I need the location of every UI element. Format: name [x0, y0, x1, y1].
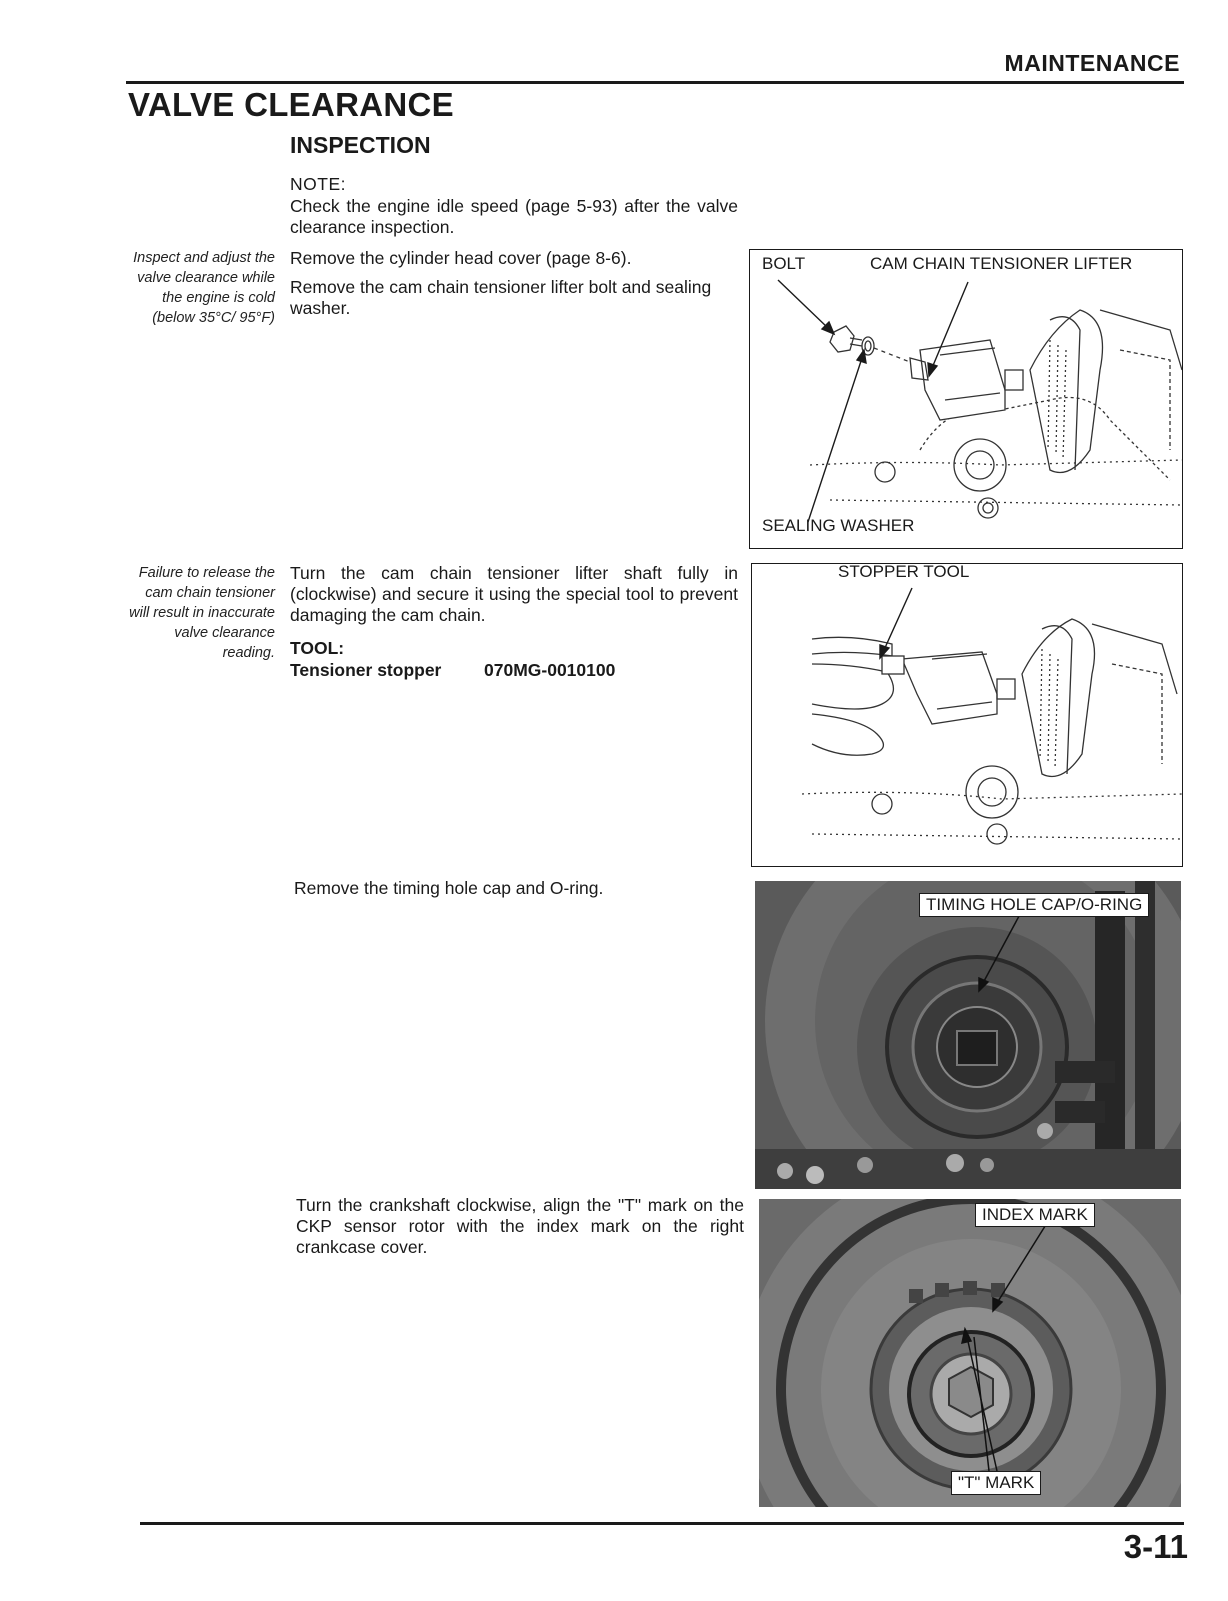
tool-part-number: 070MG-0010100	[484, 660, 616, 680]
figure-stopper-tool	[751, 563, 1183, 867]
stopper-tool-label: STOPPER TOOL	[838, 563, 970, 581]
note-label: NOTE:	[290, 174, 346, 194]
step4-text: Turn the crankshaft clockwise, align the "T" mark on the CKP sensor rotor with the index mark on the right crankcase cover.	[296, 1195, 744, 1257]
section-subtitle: INSPECTION	[290, 132, 431, 158]
index-mark-photo	[759, 1199, 1181, 1507]
step1-text-a: Remove the cylinder head cover (page 8-6).	[290, 248, 632, 268]
bolt-label: BOLT	[762, 254, 806, 273]
photo-timing-hole-cap	[755, 881, 1181, 1189]
figure-tensioner-lifter	[749, 249, 1183, 549]
page-number: 3-11	[1123, 1528, 1188, 1565]
tool-heading: TOOL:	[290, 638, 345, 658]
timing-hole-cap-label: TIMING HOLE CAP/O-RING	[919, 893, 1149, 917]
washer-label: SEALING WASHER	[762, 516, 915, 535]
page-title: VALVE CLEARANCE	[128, 86, 454, 123]
tool-name: Tensioner stopper	[290, 660, 442, 680]
section-label: MAINTENANCE	[1004, 50, 1180, 76]
stopper-tool-drawing	[752, 564, 1182, 866]
lifter-label: CAM CHAIN TENSIONER LIFTER	[870, 254, 1133, 273]
index-mark-label: INDEX MARK	[975, 1203, 1095, 1227]
t-mark-label: "T" MARK	[951, 1471, 1041, 1495]
step2-side-note: Failure to release the cam chain tensioner will result in inaccurate valve clearance reading.	[129, 565, 275, 661]
tensioner-lifter-drawing	[750, 250, 1182, 548]
bottom-rule	[140, 1522, 1184, 1525]
step1-side-note: Inspect and adjust the valve clearance while the engine is cold (below 35°C/ 95°F)	[133, 250, 275, 326]
photo-index-mark	[759, 1199, 1181, 1507]
timing-hole-cap-photo	[755, 881, 1181, 1189]
step1-text-b: Remove the cam chain tensioner lifter bolt and sealing washer.	[290, 277, 712, 318]
note-text: Check the engine idle speed (page 5-93) after the valve clearance inspection.	[290, 196, 738, 237]
step3-text: Remove the timing hole cap and O-ring.	[294, 878, 604, 898]
top-rule	[126, 81, 1184, 84]
step2-text: Turn the cam chain tensioner lifter shaft fully in (clockwise) and secure it using the special tool to prevent damaging the cam chain.	[290, 563, 738, 625]
